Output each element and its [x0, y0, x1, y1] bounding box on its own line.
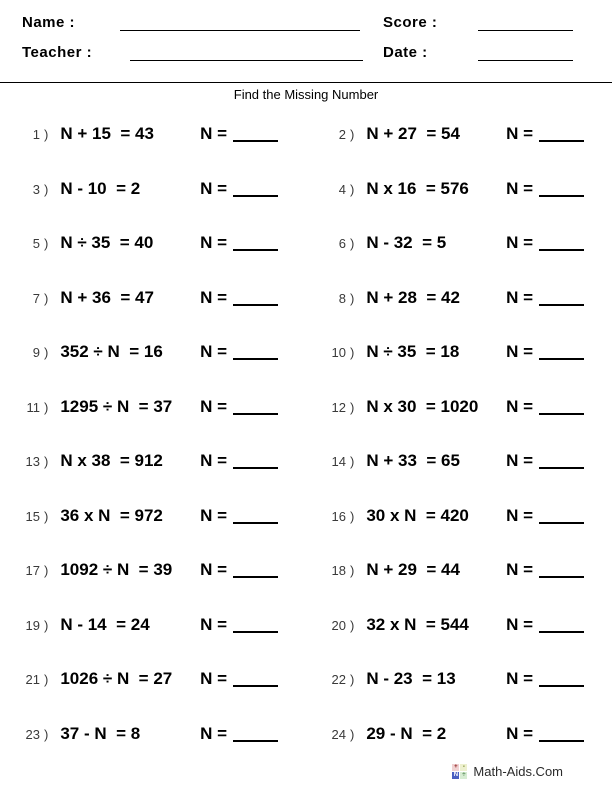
- answer-area: [506, 506, 584, 526]
- problem-equation: N + 28 = 42: [366, 287, 460, 307]
- answer-blank[interactable]: [539, 140, 584, 142]
- logo-cell: -: [460, 764, 467, 771]
- answer-blank[interactable]: [233, 249, 278, 251]
- problem-equation: N - 23 = 13: [366, 669, 456, 689]
- problem-equation: N ÷ 35 = 18: [366, 342, 460, 362]
- answer-blank[interactable]: [539, 467, 584, 469]
- problem-number-paren: ): [350, 399, 355, 415]
- problem-number-paren: ): [350, 181, 355, 197]
- answer-area: [506, 179, 584, 199]
- answer-blank[interactable]: [539, 576, 584, 578]
- answer-blank[interactable]: [539, 522, 584, 524]
- problem-equation: N - 10 = 2: [60, 178, 141, 198]
- answer-prefix: N =: [200, 233, 227, 253]
- name-field-line[interactable]: [120, 14, 360, 31]
- answer-area: [506, 724, 584, 744]
- problem-number: 12: [331, 399, 346, 415]
- problem-equation: 1092 ÷ N = 39: [60, 560, 173, 580]
- problem-number-paren: ): [350, 345, 355, 361]
- answer-area: [200, 397, 278, 417]
- date-label: Date :: [383, 44, 428, 61]
- answer-blank[interactable]: [233, 685, 278, 687]
- problem-number: 23: [25, 726, 40, 742]
- worksheet-header: [0, 0, 612, 74]
- problem-number: 7: [32, 290, 40, 306]
- problem-row: [306, 560, 612, 580]
- answer-prefix: N =: [200, 396, 227, 416]
- answer-prefix: N =: [200, 287, 227, 307]
- answer-area: [200, 724, 278, 744]
- problem-number-paren: ): [350, 508, 355, 524]
- problem-row: [306, 397, 612, 417]
- answer-prefix: N =: [506, 451, 533, 471]
- problem-number: 20: [331, 617, 346, 633]
- problem-number-paren: ): [44, 508, 49, 524]
- problem-number-paren: ): [44, 236, 49, 252]
- problem-number: 8: [338, 290, 346, 306]
- problem-number: 16: [331, 508, 346, 524]
- answer-area: [200, 124, 278, 144]
- answer-area: [506, 451, 584, 471]
- problem-equation: 1295 ÷ N = 37: [60, 396, 173, 416]
- answer-blank[interactable]: [539, 195, 584, 197]
- problem-row: [306, 506, 612, 526]
- problem-number-paren: ): [350, 127, 355, 143]
- teacher-label: Teacher :: [22, 44, 93, 61]
- answer-blank[interactable]: [233, 576, 278, 578]
- problem-row: [0, 342, 306, 362]
- problem-row: [0, 233, 306, 253]
- problem-row: [0, 179, 306, 199]
- problem-number: 21: [25, 672, 40, 688]
- answer-prefix: N =: [200, 669, 227, 689]
- answer-area: [200, 669, 278, 689]
- problem-row: [306, 669, 612, 689]
- problem-number: 14: [331, 454, 346, 470]
- teacher-field-line[interactable]: [130, 44, 363, 61]
- problem-number: 10: [331, 345, 346, 361]
- problem-equation: N x 16 = 576: [366, 178, 469, 198]
- problem-number-paren: ): [350, 563, 355, 579]
- problem-number-paren: ): [44, 617, 49, 633]
- problem-number: 15: [25, 508, 40, 524]
- date-field-line[interactable]: [478, 44, 573, 61]
- answer-prefix: N =: [506, 560, 533, 580]
- answer-prefix: N =: [200, 723, 227, 743]
- answer-blank[interactable]: [233, 467, 278, 469]
- problem-number-paren: ): [44, 454, 49, 470]
- answer-area: [200, 179, 278, 199]
- answer-area: [200, 560, 278, 580]
- logo-cell: N: [453, 772, 459, 778]
- problem-number: 2: [338, 127, 346, 143]
- problem-number: 1: [32, 127, 40, 143]
- problem-row: [306, 451, 612, 471]
- problem-number-paren: ): [44, 672, 49, 688]
- header-row-2: [22, 44, 575, 74]
- problem-number-paren: ): [350, 726, 355, 742]
- answer-prefix: N =: [200, 614, 227, 634]
- answer-blank[interactable]: [539, 413, 584, 415]
- problem-number-paren: ): [44, 399, 49, 415]
- problem-equation: 29 - N = 2: [366, 723, 447, 743]
- problem-number: 24: [331, 726, 346, 742]
- answer-prefix: N =: [506, 287, 533, 307]
- problem-number: 11: [26, 399, 40, 415]
- problem-equation: N + 15 = 43: [60, 124, 154, 144]
- answer-prefix: N =: [506, 124, 533, 144]
- header-row-1: [22, 14, 575, 44]
- problem-number: 5: [32, 236, 40, 252]
- brand-text: Math-Aids.Com: [473, 764, 563, 779]
- answer-area: [506, 615, 584, 635]
- problem-row: [0, 451, 306, 471]
- answer-blank[interactable]: [233, 631, 278, 633]
- answer-area: [506, 669, 584, 689]
- score-label: Score :: [383, 14, 438, 31]
- problem-number: 9: [32, 345, 40, 361]
- problem-row: [0, 560, 306, 580]
- problem-row: [306, 124, 612, 144]
- problem-equation: 352 ÷ N = 16: [60, 342, 163, 362]
- answer-area: [200, 342, 278, 362]
- answer-prefix: N =: [200, 342, 227, 362]
- problem-number: 3: [32, 181, 40, 197]
- answer-blank[interactable]: [539, 304, 584, 306]
- header-divider: [0, 82, 612, 83]
- problem-row: [0, 506, 306, 526]
- problem-number: 18: [331, 563, 346, 579]
- problem-equation: N - 14 = 24: [60, 614, 150, 634]
- problem-row: [306, 179, 612, 199]
- answer-prefix: N =: [506, 233, 533, 253]
- problem-equation: 30 x N = 420: [366, 505, 469, 525]
- page-title: Find the Missing Number: [233, 87, 379, 102]
- answer-blank[interactable]: [539, 249, 584, 251]
- problem-number: 6: [338, 236, 346, 252]
- answer-prefix: N =: [200, 124, 227, 144]
- answer-blank[interactable]: [233, 140, 278, 142]
- answer-blank[interactable]: [233, 413, 278, 415]
- problems-grid: [0, 107, 612, 761]
- problem-number-paren: ): [44, 726, 49, 742]
- answer-prefix: N =: [200, 451, 227, 471]
- answer-blank[interactable]: [539, 685, 584, 687]
- problem-row: [306, 233, 612, 253]
- answer-area: [200, 233, 278, 253]
- problem-equation: N x 38 = 912: [60, 451, 163, 471]
- answer-blank[interactable]: [539, 631, 584, 633]
- answer-blank[interactable]: [233, 522, 278, 524]
- problem-row: [306, 724, 612, 744]
- answer-blank[interactable]: [233, 195, 278, 197]
- problem-equation: N + 29 = 44: [366, 560, 460, 580]
- answer-blank[interactable]: [539, 358, 584, 360]
- answer-area: [506, 124, 584, 144]
- answer-prefix: N =: [506, 723, 533, 743]
- answer-blank[interactable]: [539, 740, 584, 742]
- answer-area: [506, 342, 584, 362]
- answer-area: [200, 506, 278, 526]
- problem-number: 17: [25, 563, 40, 579]
- answer-area: [200, 615, 278, 635]
- answer-prefix: N =: [200, 505, 227, 525]
- problem-equation: N + 33 = 65: [366, 451, 460, 471]
- problem-number: 4: [338, 181, 346, 197]
- answer-prefix: N =: [506, 614, 533, 634]
- problem-equation: N + 27 = 54: [366, 124, 460, 144]
- answer-blank[interactable]: [233, 304, 278, 306]
- problem-number-paren: ): [44, 181, 49, 197]
- answer-prefix: N =: [506, 178, 533, 198]
- problem-number-paren: ): [350, 454, 355, 470]
- problem-row: [306, 288, 612, 308]
- problem-number-paren: ): [350, 236, 355, 252]
- problem-equation: 37 - N = 8: [60, 723, 141, 743]
- answer-area: [506, 233, 584, 253]
- problem-equation: 32 x N = 544: [366, 614, 469, 634]
- answer-prefix: N =: [200, 560, 227, 580]
- problem-number: 13: [25, 454, 40, 470]
- math-aids-logo-icon: [452, 764, 467, 779]
- problem-row: [0, 124, 306, 144]
- answer-area: [506, 288, 584, 308]
- problem-number-paren: ): [350, 290, 355, 306]
- problem-row: [306, 615, 612, 635]
- problem-number-paren: ): [44, 345, 49, 361]
- answer-prefix: N =: [506, 669, 533, 689]
- answer-area: [200, 288, 278, 308]
- answer-prefix: N =: [506, 396, 533, 416]
- answer-prefix: N =: [506, 505, 533, 525]
- problem-equation: N - 32 = 5: [366, 233, 447, 253]
- answer-prefix: N =: [200, 178, 227, 198]
- logo-cell: +: [454, 764, 458, 770]
- problem-number: 19: [25, 617, 40, 633]
- problem-number-paren: ): [44, 127, 49, 143]
- answer-blank[interactable]: [233, 358, 278, 360]
- answer-area: [506, 560, 584, 580]
- answer-area: [200, 451, 278, 471]
- problem-row: [0, 288, 306, 308]
- footer: [452, 764, 563, 779]
- name-label: Name :: [22, 14, 76, 31]
- problem-number-paren: ): [350, 672, 355, 688]
- answer-prefix: N =: [506, 342, 533, 362]
- score-field-line[interactable]: [478, 14, 573, 31]
- problem-row: [0, 724, 306, 744]
- problem-row: [0, 397, 306, 417]
- problem-row: [306, 342, 612, 362]
- problem-number-paren: ): [44, 290, 49, 306]
- problem-number-paren: ): [350, 617, 355, 633]
- problem-equation: 36 x N = 972: [60, 505, 163, 525]
- problem-row: [0, 669, 306, 689]
- problem-equation: N x 30 = 1020: [366, 396, 479, 416]
- problem-row: [0, 615, 306, 635]
- answer-area: [506, 397, 584, 417]
- logo-cell: ÷: [462, 772, 466, 778]
- problem-number-paren: ): [44, 563, 49, 579]
- problem-equation: N ÷ 35 = 40: [60, 233, 154, 253]
- answer-blank[interactable]: [233, 740, 278, 742]
- problem-equation: N + 36 = 47: [60, 287, 154, 307]
- problem-equation: 1026 ÷ N = 27: [60, 669, 173, 689]
- problem-number: 22: [331, 672, 346, 688]
